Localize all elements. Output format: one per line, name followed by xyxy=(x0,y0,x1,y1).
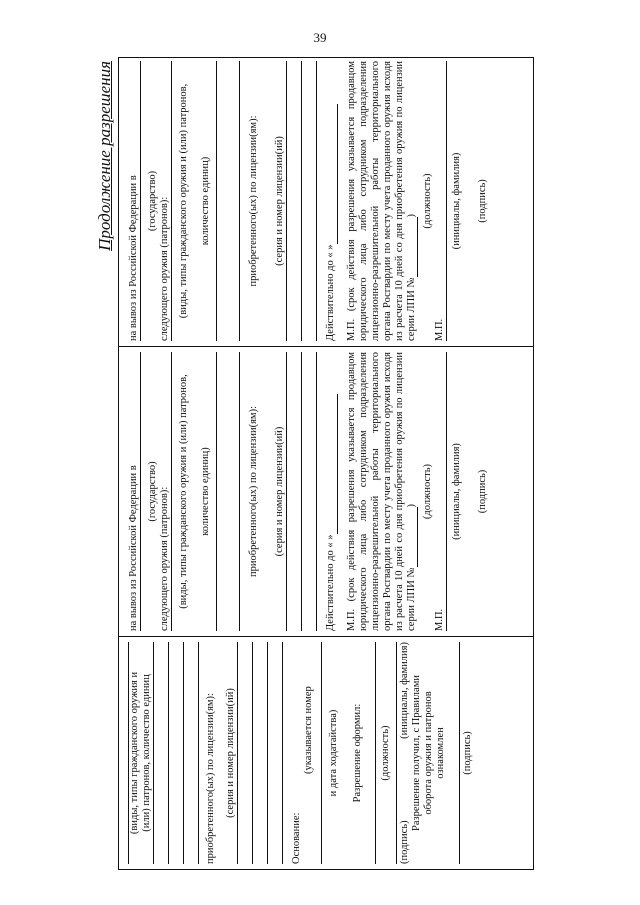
state-label: (государство) xyxy=(147,170,159,232)
signature-label: (подпись) xyxy=(477,179,489,223)
position-label: (должность) xyxy=(379,725,391,781)
blank-line xyxy=(315,642,322,864)
blank-line xyxy=(302,61,317,341)
kinds-label-2: (или) патронов, количество единиц xyxy=(141,642,154,864)
kinds-label: (виды, типы гражданского оружия и (или) патронов, xyxy=(178,374,190,609)
blank-line xyxy=(169,642,184,864)
blank-line xyxy=(392,642,397,864)
blank-line xyxy=(287,352,302,631)
page-title: Продолжение разрешения xyxy=(95,61,114,251)
permit-column-2 xyxy=(119,57,533,346)
kinds-label-2: количество единиц) xyxy=(200,156,212,246)
basis-hint: (указывается номер xyxy=(303,686,315,774)
blank-line xyxy=(238,642,253,864)
valid-until-label: Действительно до « » xyxy=(325,352,337,631)
blank-line xyxy=(287,61,302,341)
state-label: (государство) xyxy=(147,461,159,522)
export-label: на вывоз из Российской Федерации в xyxy=(128,352,141,631)
following-label: следующего оружия (патронов): xyxy=(159,61,172,341)
page-number: 39 xyxy=(313,30,327,45)
issued-by-label: Разрешение оформил: xyxy=(352,703,364,803)
permit-column-1 xyxy=(119,346,533,636)
permit-table xyxy=(118,57,534,870)
position-label: (должность) xyxy=(421,173,433,229)
series-label: (серия и номер лицензии(ий) xyxy=(274,352,287,631)
series-label: (серия и номер лицензии(ий) xyxy=(274,61,287,341)
received-label-3: ознакомлен xyxy=(434,727,446,779)
signature-row xyxy=(399,642,411,864)
signature-label-2: (подпись) xyxy=(461,731,473,775)
signature-label: (подпись) xyxy=(398,820,410,864)
initials-label: (инициалы, фамилия) xyxy=(451,443,462,540)
signature-label: (подпись) xyxy=(477,469,489,514)
blank-line xyxy=(365,642,376,864)
kinds-label: (виды, типы гражданского оружия и xyxy=(129,671,140,835)
rotated-permit-sheet xyxy=(94,57,534,870)
basis-label: Основание: xyxy=(291,812,303,864)
mp-note: М.П. (срок действия разрешения указывается продавцом юридического лица либо сотрудником подразделения лицензионно-разрешительной работы территориального органа Росгвардии по месту учета проданного оружия исходя из расчета 10 дней со дня приобретения оружия по лицензии серии ЛПИ №) xyxy=(345,352,417,631)
mp-note: М.П. (срок действия разрешения указывается продавцом юридического лица либо сотрудником подразделения лицензионно-разрешительной работы территориального органа Росгвардии по месту учета проданного оружия исходя из расчета 10 дней со дня приобретения оружия по лицензии серии ЛПИ №) xyxy=(345,61,417,341)
blank-line xyxy=(122,642,129,864)
export-label: на вывоз из Российской Федерации в xyxy=(128,61,141,341)
blank-line xyxy=(217,352,240,631)
acquired-label: приобретенного(ых) по лицензии(ям): xyxy=(248,115,260,287)
blank-line xyxy=(217,61,240,341)
valid-until-blank xyxy=(326,104,338,244)
following-label: следующего оружия (патронов): xyxy=(159,352,172,631)
blank-line xyxy=(154,642,169,864)
stub-column xyxy=(119,636,533,869)
blank-line xyxy=(184,642,199,864)
kinds-label-2: количество единиц) xyxy=(200,447,212,536)
mp-label: М.П. xyxy=(434,352,447,631)
valid-until-blank xyxy=(326,394,338,534)
license-number-blank xyxy=(406,218,418,278)
initials-label: (инициалы, фамилия) xyxy=(451,152,462,250)
kinds-label: (виды, типы гражданского оружия и (или) патронов, xyxy=(178,83,190,319)
received-label-2: оборота оружия и патронов xyxy=(422,691,434,815)
blank-line xyxy=(302,352,317,631)
petition-label: и дата ходатайства) xyxy=(328,709,340,797)
position-label: (должность) xyxy=(421,463,433,520)
acquired-label: приобретенного(ых) по лицензии(ям): xyxy=(205,693,217,864)
received-label-1: Разрешение получил, с Правилами xyxy=(410,675,422,831)
blank-line xyxy=(268,642,283,864)
mp-label: М.П. xyxy=(434,61,447,341)
initials-label: (инициалы, фамилия) xyxy=(398,642,410,739)
blank-line xyxy=(447,642,460,864)
acquired-label: приобретенного(ых) по лицензии(ям): xyxy=(248,406,260,577)
blank-line xyxy=(253,642,268,864)
license-number-blank xyxy=(406,508,418,568)
series-label: (серия и номер лицензии(ий) xyxy=(225,642,238,864)
valid-until-label: Действительно до « » xyxy=(325,61,337,341)
